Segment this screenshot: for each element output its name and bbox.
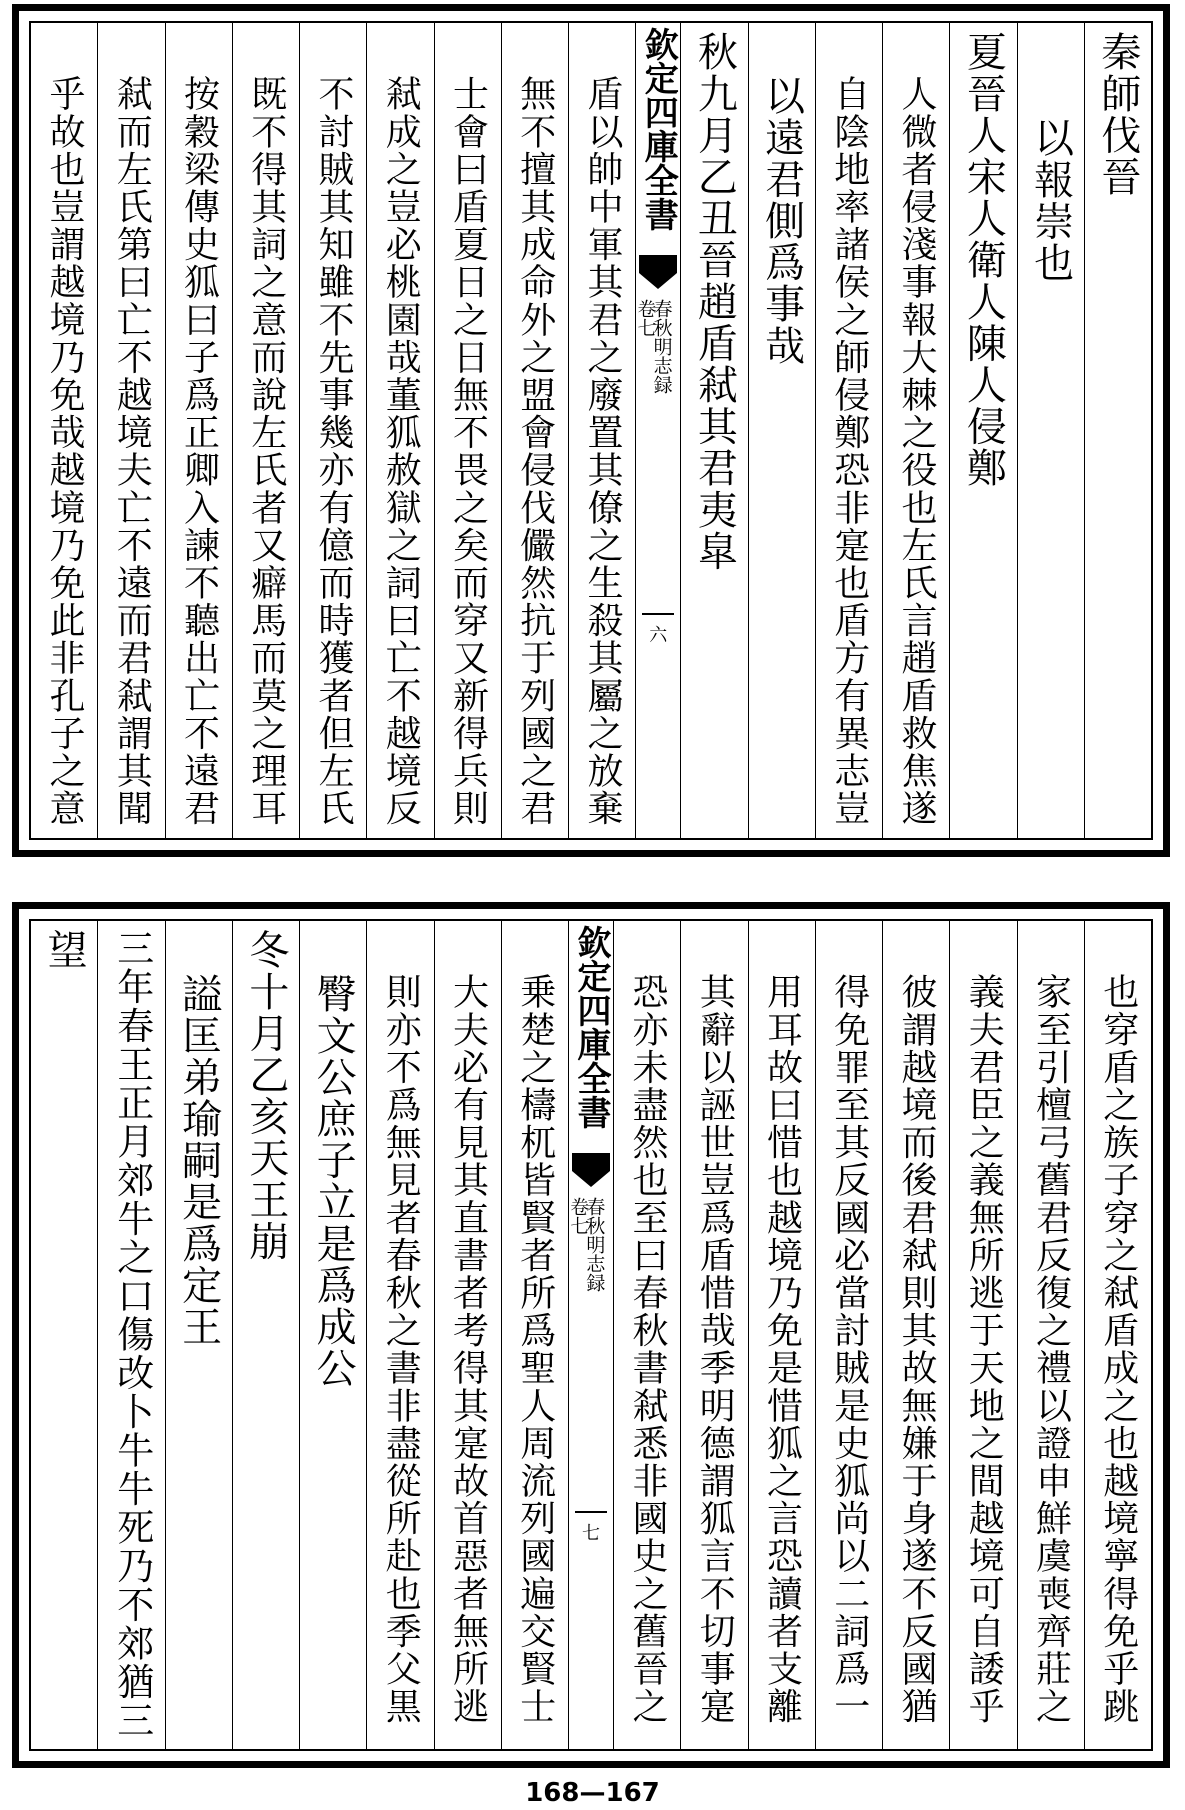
column-text: 按穀梁傳史狐曰子爲正卿入諫不聽出亡不遠君 xyxy=(178,75,220,827)
top-page-right-column xyxy=(1017,23,1084,838)
top-page-left-column xyxy=(366,23,433,838)
bottom-page-right-column xyxy=(815,921,882,1749)
bottom-page-right-column xyxy=(748,921,815,1749)
top-page-left-column xyxy=(434,23,501,838)
bottom-page-right-column xyxy=(949,921,1016,1749)
column-text: 秦師伐晉 xyxy=(1094,31,1141,198)
column-text: 恐亦未盡然也至曰春秋書弒悉非國史之舊晉之 xyxy=(627,973,669,1725)
folio-number: 七 xyxy=(582,1523,600,1544)
footer-page-number: 168—167 xyxy=(525,1778,660,1808)
top-page-right-column xyxy=(680,23,747,838)
top-page-left-column xyxy=(501,23,568,838)
column-text: 自陰地率諸侯之師侵鄭恐非寔也盾方有異志豈 xyxy=(828,75,870,827)
volume-number: 卷七 xyxy=(567,1197,590,1235)
column-text: 義夫君臣之義無所逃于天地之間越境可自諉乎 xyxy=(963,973,1005,1725)
column-text: 望 xyxy=(41,929,88,971)
bottom-page-left-column xyxy=(232,921,299,1749)
column-text: 既不得其詞之意而說左氏者又癖馬而莫之理耳 xyxy=(245,75,287,827)
column-text: 大夫必有見其直書者考得其寔故首惡者無所逃 xyxy=(447,973,489,1725)
column-text: 盾以帥中軍其君之廢置其僚之生殺其屬之放棄 xyxy=(582,75,624,827)
volume-number: 卷七 xyxy=(634,299,657,337)
library-title: 欽定四庫全書 xyxy=(571,925,611,1129)
column-text: 得免罪至其反國必當討賊是史狐尚以二詞爲一 xyxy=(828,973,870,1725)
bottom-page-center-column xyxy=(568,921,613,1749)
top-page-left-column xyxy=(299,23,366,838)
top-page-right-column xyxy=(1084,23,1151,838)
top-page-left-column xyxy=(165,23,232,838)
bottom-page-left-column xyxy=(501,921,568,1749)
column-text: 不討賊其知雖不先事幾亦有億而時獲者但左氏 xyxy=(313,75,355,827)
top-page-left-column xyxy=(31,23,97,838)
library-title: 欽定四庫全書 xyxy=(638,27,679,231)
bottom-page-columns xyxy=(31,921,1151,1749)
column-text: 用耳故曰惜也越境乃免是惜狐之言恐讀者支離 xyxy=(761,973,803,1725)
column-text: 冬十月乙亥天王崩 xyxy=(242,929,289,1262)
column-text: 弒成之豈必桃園哉董狐赦獄之詞曰亡不越境反 xyxy=(380,75,422,827)
column-text: 秋九月乙丑晉趙盾弒其君夷皐 xyxy=(691,31,738,572)
top-page-right-column xyxy=(748,23,815,838)
bottom-page-left-column xyxy=(366,921,433,1749)
bottom-page-right-column xyxy=(1084,921,1151,1749)
top-page-right-column xyxy=(882,23,949,838)
column-text: 臀文公庶子立是爲成公 xyxy=(310,973,357,1389)
top-page-inner-frame xyxy=(29,21,1153,840)
fishtail-mark xyxy=(639,255,677,289)
column-text: 其辭以誣世豈爲盾惜哉季明德謂狐言不切事寔 xyxy=(694,973,736,1725)
bottom-page-right-column xyxy=(1017,921,1084,1749)
book-title: 春秋明志録 xyxy=(583,1197,606,1292)
column-text: 乗楚之檮杌皆賢者所爲聖人周流列國遍交賢士 xyxy=(514,973,556,1725)
top-page-left-column xyxy=(232,23,299,838)
column-text: 士會曰盾夏日之日無不畏之矣而穿又新得兵則 xyxy=(447,75,489,827)
bottom-page-left-column xyxy=(299,921,366,1749)
column-text: 也穿盾之族子穿之弒盾成之也越境寧得免乎跳 xyxy=(1097,973,1139,1725)
column-text: 以遠君側爲事哉 xyxy=(758,75,805,367)
top-page-left-column xyxy=(568,23,635,838)
top-page-center-column xyxy=(635,23,680,838)
top-page-left-column xyxy=(97,23,164,838)
bottom-page-left-column xyxy=(165,921,232,1749)
bottom-page-inner-frame xyxy=(29,919,1153,1751)
center-rule xyxy=(575,1511,607,1513)
column-text: 夏晉人宋人衛人陳人侵鄭 xyxy=(960,31,1007,489)
column-text: 乎故也豈謂越境乃免哉越境乃免此非孔子之意 xyxy=(44,75,86,827)
fishtail-mark xyxy=(572,1153,610,1187)
bottom-page-right-column xyxy=(680,921,747,1749)
top-page-right-column xyxy=(815,23,882,838)
column-text: 以報崇也 xyxy=(1027,117,1074,284)
bottom-page-left-column xyxy=(434,921,501,1749)
bottom-page-left-column xyxy=(31,921,97,1749)
top-page-right-column xyxy=(949,23,1016,838)
column-text: 弒而左氏第曰亡不越境夫亡不遠而君弒謂其聞 xyxy=(111,75,153,827)
bottom-page-frame xyxy=(12,902,1170,1768)
bottom-page-right-column xyxy=(613,921,680,1749)
column-text: 彼謂越境而後君弒則其故無嫌于身遂不反國猶 xyxy=(896,973,938,1725)
top-page-frame xyxy=(12,4,1170,857)
column-text: 則亦不爲無見者春秋之書非盡從所赴也季父黒 xyxy=(380,973,422,1725)
column-text: 三年春王正月郊牛之口傷改卜牛牛死乃不郊猶三 xyxy=(110,929,154,1740)
column-text: 家至引檀弓舊君反復之禮以證申鮮虞喪齊莊之 xyxy=(1030,973,1072,1725)
column-text: 無不擅其成命外之盟會侵伐儼然抗于列國之君 xyxy=(514,75,556,827)
center-rule xyxy=(642,613,674,615)
column-text: 謚匡弟瑜嗣是爲定王 xyxy=(175,973,222,1348)
bottom-page-left-column xyxy=(97,921,164,1749)
column-text: 人微者侵淺事報大棘之役也左氏言趙盾救焦遂 xyxy=(896,75,938,827)
book-title: 春秋明志録 xyxy=(650,299,673,394)
top-page-columns xyxy=(31,23,1151,838)
bottom-page-right-column xyxy=(882,921,949,1749)
folio-number: 六 xyxy=(649,625,668,646)
